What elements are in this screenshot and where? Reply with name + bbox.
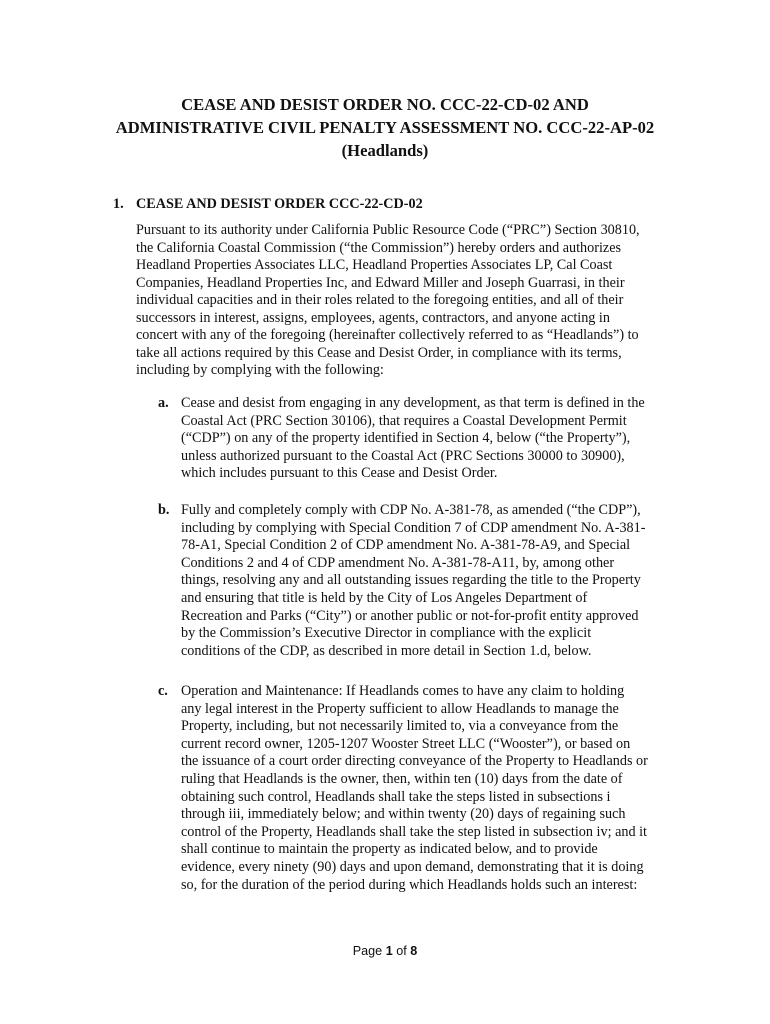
page-of-label: of [396,944,407,958]
item-line: evidence, every ninety (90) days and upon demand, demonstrating that it is doing [181,858,644,875]
item-line: which includes pursuant to this Cease and Desist Order. [181,465,498,482]
title-line-3: (Headlands) [341,141,429,160]
item-line: Cease and desist from engaging in any development, as that term is defined in the [181,395,645,411]
document-title [70,93,700,162]
item-line: obtaining such control, Headlands shall take the steps listed in subsections i [181,788,611,805]
item-line: current record owner, 1205-1207 Wooster Street LLC (“Wooster”), or based on [181,735,631,752]
section-1-heading [113,195,423,213]
item-line: things, resolving any and all outstanding issues regarding the title to the Property [181,572,641,589]
list-marker: a. [158,395,169,411]
item-line: conditions of the CDP, as described in more detail in Section 1.d, below. [181,642,592,659]
item-line: control of the Property, Headlands shall take the step listed in subsection iv; and it [181,823,647,840]
item-line: the issuance of a court order directing conveyance of the Property to Headlands or [181,753,648,770]
intro-line: take all actions required by this Cease and Desist Order, in compliance with its terms, [136,344,622,361]
item-line: Property, including, but not necessarily limited to, via a conveyance from the [181,718,619,735]
section-intro-paragraph [136,222,666,380]
list-marker: b. [158,502,170,518]
intro-line: individual capacities and in their roles related to the foregoing entities, and all of their [136,292,624,308]
intro-line: Headland Properties Associates LLC, Headland Properties Associates LP, Cal Coast [136,257,613,273]
item-line: through iii, immediately below; and within twenty (20) days of regaining such [181,806,626,823]
item-line: unless authorized pursuant to the Coastal Act (PRC Sections 30000 to 30900), [181,447,625,464]
item-line: Operation and Maintenance: If Headlands comes to have any claim to holding [181,683,625,699]
section-heading-text: CEASE AND DESIST ORDER CCC-22-CD-02 [136,196,423,212]
item-line: Conditions 2 and 4 of CDP amendment No. A-381-78-A11, by, among other [181,554,615,571]
intro-line: the California Coastal Commission (“the Commission”) hereby orders and authorizes [136,239,622,256]
item-line: by the Commission’s Executive Director in compliance with the explicit [181,625,592,642]
intro-line: Pursuant to its authority under California Public Resource Code (“PRC”) Section 30810, [136,222,640,238]
item-line: including by complying with Special Condition 7 of CDP amendment No. A-381- [181,519,646,536]
title-line-2: ADMINISTRATIVE CIVIL PENALTY ASSESSMENT NO. CCC-22-AP-02 [115,118,655,137]
item-line: Fully and completely comply with CDP No. A-381-78, as amended (“the CDP”), [181,502,641,518]
item-line: so, for the duration of the period during which Headlands holds such an interest: [181,876,638,893]
item-line: ruling that Headlands is the owner, then, within ten (10) days from the date of [181,770,623,787]
item-line: (“CDP”) on any of the property identified in Section 4, below (“the Property”), [181,430,631,447]
intro-line: successors in interest, assigns, employees, agents, contractors, and anyone acting in [136,309,610,326]
intro-line: Companies, Headland Properties Inc, and Edward Miller and Joseph Guarrasi, in their [136,274,625,291]
item-line: Coastal Act (PRC Section 30106), that requires a Coastal Development Permit [181,412,627,429]
page-total: 8 [410,944,418,958]
intro-line: including by complying with the following: [136,362,384,378]
page-footer [0,943,770,959]
item-line: any legal interest in the Property sufficient to allow Headlands to manage the [181,700,619,717]
list-marker: c. [158,683,168,699]
intro-line: concert with any of the foregoing (hereinafter collectively referred to as “Headlands”) to [136,327,639,343]
item-line: Recreation and Parks (“City”) or another public or not-for-profit entity approved [181,607,639,624]
item-line: shall continue to maintain the property as indicated below, and to provide [181,841,598,858]
item-line: and ensuring that title is held by the City of Los Angeles Department of [181,589,588,606]
section-number: 1. [113,196,124,212]
page-label: Page [352,944,383,958]
item-line: 78-A1, Special Condition 2 of CDP amendment No. A-381-78-A9, and Special [181,537,631,554]
page-current: 1 [385,944,393,958]
title-line-1: CEASE AND DESIST ORDER NO. CCC-22-CD-02 AND [181,95,589,114]
